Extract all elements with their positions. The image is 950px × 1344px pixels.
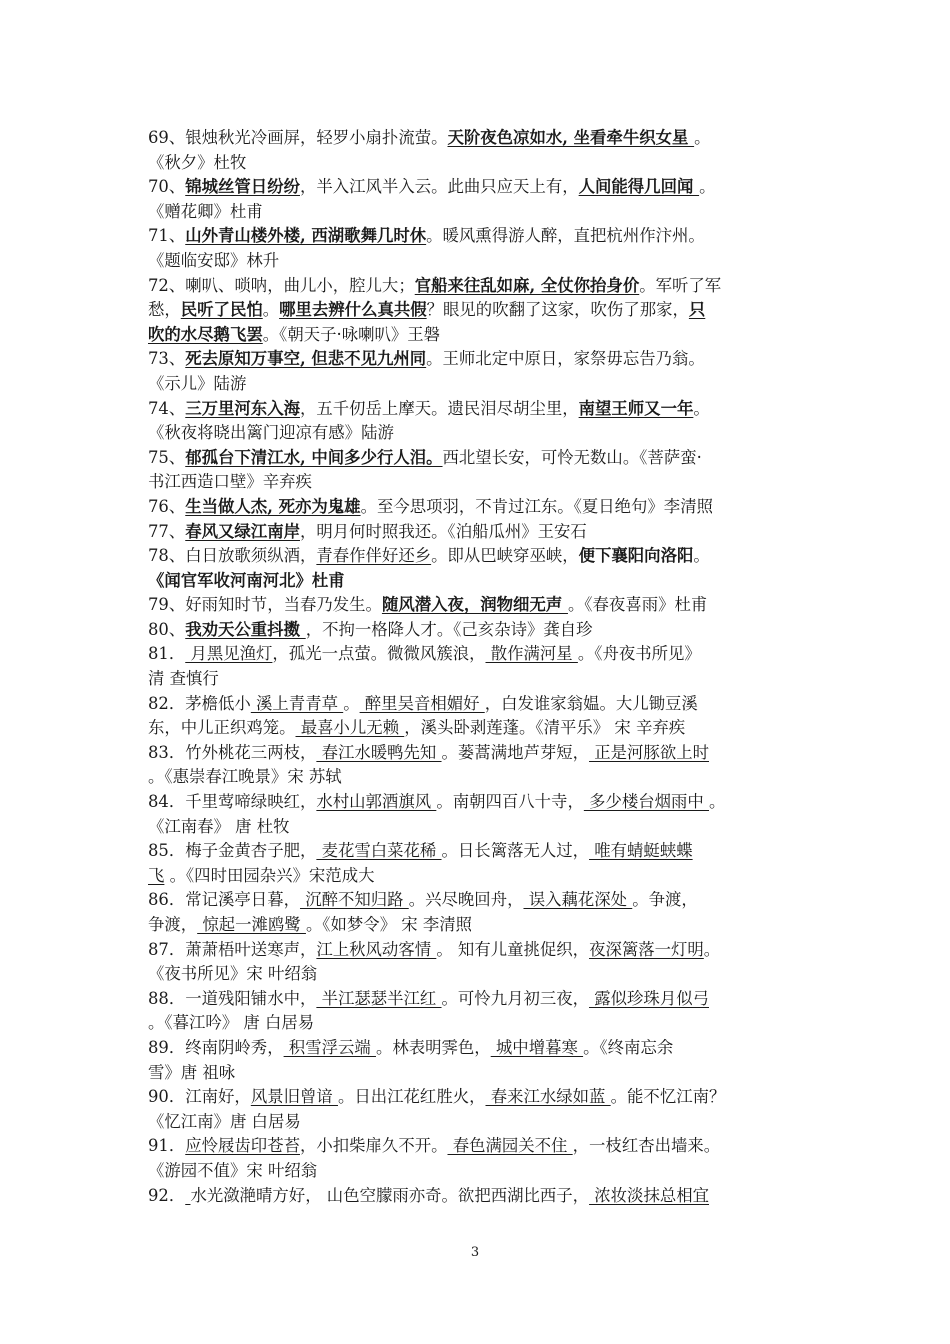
text-segment: 。《朝天子·咏喇叭》王磐 bbox=[262, 324, 441, 344]
text-segment: 。军听了军 bbox=[639, 275, 722, 295]
text-segment: 84．千里莺啼绿映红， bbox=[148, 792, 317, 812]
answer-text: 惊起一滩鸥鹭 bbox=[197, 915, 306, 934]
text-segment: 。 bbox=[262, 300, 280, 320]
text-line bbox=[148, 1134, 820, 1159]
text-segment: 。 bbox=[709, 792, 726, 812]
text-segment: 《题临安邸》林升 bbox=[148, 250, 280, 270]
text-segment: 88．一道残阳铺水中， bbox=[148, 988, 317, 1008]
text-line bbox=[148, 323, 820, 348]
answer-text: 吹的水尽鹅飞罢 bbox=[148, 324, 263, 344]
text-line bbox=[148, 593, 820, 618]
text-segment: 74、 bbox=[148, 398, 186, 418]
text-line bbox=[148, 888, 820, 913]
text-line bbox=[148, 249, 820, 274]
text-line bbox=[148, 1159, 820, 1184]
text-segment: 76、 bbox=[148, 496, 186, 516]
text-segment: 《夜书所见》宋 叶绍翁 bbox=[148, 964, 318, 984]
text-line bbox=[148, 126, 820, 151]
text-line bbox=[148, 397, 820, 422]
text-line bbox=[148, 938, 820, 963]
text-segment: 。《舟夜书所见》 bbox=[577, 644, 701, 664]
answer-text: 山外青山楼外楼, 西湖歌舞几时休 bbox=[185, 226, 427, 246]
text-segment: 《示儿》陆游 bbox=[148, 373, 247, 393]
answer-text: 江上秋风动客情 bbox=[316, 939, 437, 959]
text-segment: 。 bbox=[693, 546, 710, 566]
text-line bbox=[148, 741, 820, 766]
answer-text: 南望王师又一年 bbox=[578, 398, 694, 418]
answer-text: 积雪浮云端 bbox=[283, 1037, 376, 1057]
answer-text: 春风又绿江南岸 bbox=[185, 521, 300, 541]
answer-text: 浓妆淡抹总相宜 bbox=[589, 1185, 710, 1205]
text-segment: 《江南春》 唐 杜牧 bbox=[148, 816, 290, 836]
text-segment: 。 bbox=[699, 177, 716, 197]
answer-text: 溪上青青草 bbox=[250, 693, 344, 713]
text-segment: 。《惠崇春江晚景》宋 苏轼 bbox=[148, 767, 342, 787]
text-line bbox=[148, 372, 820, 397]
text-line bbox=[148, 839, 820, 864]
text-segment: 。王师北定中原日，家祭毋忘告乃翁。 bbox=[426, 349, 705, 369]
text-segment: 92． bbox=[148, 1185, 186, 1205]
text-segment: 86．常记溪亭日暮， bbox=[148, 890, 300, 910]
answer-text: 民听了民怕 bbox=[180, 300, 263, 320]
text-line bbox=[148, 1110, 820, 1135]
text-line bbox=[148, 618, 820, 643]
text-segment: 。争渡， bbox=[632, 890, 698, 910]
text-line bbox=[148, 347, 820, 372]
answer-text: 半江瑟瑟半江红 bbox=[316, 988, 442, 1008]
answer-text: 春色满园关不住 bbox=[447, 1136, 573, 1156]
text-line bbox=[148, 1184, 820, 1209]
text-line bbox=[148, 175, 820, 200]
answer-text: 麦花雪白菜花稀 bbox=[316, 841, 442, 861]
text-line bbox=[148, 1061, 820, 1086]
text-line bbox=[148, 544, 820, 569]
text-segment: 87．萧萧梧叶送寒声， bbox=[148, 939, 317, 959]
text-line bbox=[148, 913, 820, 938]
text-line bbox=[148, 470, 820, 495]
text-segment: 70、 bbox=[148, 177, 186, 197]
answer-text: 多少楼台烟雨中 bbox=[583, 792, 709, 812]
text-segment: 89．终南阴岭秀， bbox=[148, 1037, 284, 1057]
text-segment: ，一枝红杏出墙来。 bbox=[572, 1136, 721, 1156]
text-line bbox=[148, 520, 820, 545]
text-line bbox=[148, 692, 820, 717]
text-segment: 《游园不值》宋 叶绍翁 bbox=[148, 1160, 318, 1180]
text-segment: 东，中儿正织鸡笼。 bbox=[148, 718, 296, 738]
text-segment: 。 bbox=[703, 939, 721, 959]
text-segment: 。南朝四百八十寺， bbox=[436, 792, 584, 812]
text-segment: ，半入江风半入云。此曲只应天上有， bbox=[299, 177, 579, 197]
text-line bbox=[148, 667, 820, 692]
text-line bbox=[148, 1085, 820, 1110]
answer-text: 唯有蜻蜓蛱蝶 bbox=[589, 841, 693, 861]
text-line bbox=[148, 765, 820, 790]
text-line bbox=[148, 642, 820, 667]
page-number: 3 bbox=[470, 1245, 480, 1260]
answer-text: 《闻官军收河南河北》杜甫 bbox=[148, 570, 345, 590]
text-line bbox=[148, 224, 820, 249]
text-segment: ，孤光一点萤。微微风簇浪， bbox=[272, 644, 486, 664]
text-segment: 。 bbox=[694, 128, 711, 147]
answer-text: 天阶夜色凉如水, 坐看牵牛织女星 bbox=[447, 128, 695, 147]
text-segment: 《忆江南》唐 白居易 bbox=[148, 1111, 301, 1131]
answer-text: 官船来往乱如麻, 全仗你抬身价 bbox=[414, 275, 640, 295]
text-segment: 69、银烛秋光冷画屏，轻罗小扇扑流萤。 bbox=[148, 128, 448, 147]
text-segment: 《秋夜将晓出篱门迎凉有感》陆游 bbox=[148, 423, 394, 443]
text-line bbox=[148, 421, 820, 446]
text-segment: ，小扣柴扉久不开。 bbox=[299, 1136, 448, 1156]
text-segment: 雪》唐 祖咏 bbox=[148, 1062, 236, 1082]
text-line bbox=[148, 298, 820, 323]
text-segment: 。《暮江吟》 唐 白居易 bbox=[148, 1013, 315, 1033]
text-line bbox=[148, 716, 820, 741]
text-segment: 。 bbox=[343, 693, 360, 713]
answer-text: 水村山郭酒旗风 bbox=[316, 792, 437, 812]
answer-text: 散作满河星 bbox=[485, 644, 578, 664]
text-segment: 83．竹外桃花三两枝， bbox=[148, 742, 317, 762]
answer-text: 醉里吴音相媚好 bbox=[359, 693, 485, 713]
answer-text: 哪里去辨什么真共假 bbox=[279, 300, 427, 320]
text-segment: 80、 bbox=[148, 619, 186, 639]
text-line bbox=[148, 790, 820, 815]
text-segment: ，溪头卧剥莲蓬。《清平乐》 宋 辛弃疾 bbox=[404, 718, 686, 738]
text-line bbox=[148, 987, 820, 1012]
text-segment: 79、好雨知时节，当春乃发生。 bbox=[148, 595, 382, 615]
text-segment: 73、 bbox=[148, 349, 186, 369]
answer-text: 人间能得几回闻 bbox=[578, 177, 700, 197]
text-segment: 。《春夜喜雨》杜甫 bbox=[567, 595, 708, 615]
answer-text: 随风潜入夜，润物细无声 bbox=[381, 595, 568, 615]
text-segment: ，明月何时照我还。《泊船瓜州》王安石 bbox=[299, 521, 587, 541]
answer-text: 生当做人杰, 死亦为鬼雄 bbox=[185, 496, 361, 516]
answer-text: 春江水暖鸭先知 bbox=[316, 742, 442, 762]
text-segment: 。即从巴峡穿巫峡， bbox=[431, 546, 579, 566]
text-line bbox=[148, 446, 820, 471]
text-segment: 77、 bbox=[148, 521, 186, 541]
text-segment: 72、喇叭、唢呐，曲儿小，腔儿大； bbox=[148, 275, 415, 295]
answer-text: 锦城丝管日纷纷 bbox=[185, 177, 300, 197]
answer-text: 城中增暮寒 bbox=[490, 1037, 584, 1057]
answer-text: 月黑见渔灯 bbox=[185, 644, 273, 664]
answer-text: 应怜屐齿印苍苔 bbox=[185, 1136, 300, 1156]
text-line bbox=[148, 1011, 820, 1036]
answer-text: 最喜小儿无赖 bbox=[295, 718, 405, 738]
text-segment: 。兴尽晚回舟， bbox=[408, 890, 524, 910]
text-line bbox=[148, 815, 820, 840]
text-segment: ，不拘一格降人才。《己亥杂诗》龚自珍 bbox=[305, 619, 593, 639]
text-line bbox=[148, 495, 820, 520]
text-line bbox=[148, 1036, 820, 1061]
document-body bbox=[148, 126, 820, 1208]
answer-text: 只 bbox=[688, 300, 706, 320]
text-line bbox=[148, 864, 820, 889]
answer-text: 郁孤台下清江水, 中间多少行人泪。 bbox=[185, 447, 443, 467]
answer-text: 死去原知万事空, 但悲不见九州同 bbox=[185, 349, 427, 369]
answer-text: 飞 bbox=[148, 865, 165, 885]
answer-text: 露似珍珠月似弓 bbox=[589, 988, 709, 1008]
text-segment: 81． bbox=[148, 644, 186, 664]
answer-text: 便下襄阳向洛阳 bbox=[578, 546, 694, 566]
text-segment: 。 bbox=[693, 398, 710, 418]
text-segment: 82．茅檐低小 bbox=[148, 693, 251, 713]
text-segment: 71、 bbox=[148, 226, 186, 246]
text-line bbox=[148, 274, 820, 299]
answer-text: 青春作伴好还乡 bbox=[316, 546, 432, 566]
text-segment: 。林表明霁色， bbox=[375, 1037, 491, 1057]
text-segment: 。日出江花红胜火， bbox=[337, 1087, 486, 1107]
text-line bbox=[148, 151, 820, 176]
text-segment: ，白发谁家翁媪。大儿锄豆溪 bbox=[484, 693, 698, 713]
text-segment: 。能不忆江南？ bbox=[610, 1087, 726, 1107]
text-segment: 。《终南忘余 bbox=[583, 1037, 674, 1057]
answer-text: 沉醉不知归路 bbox=[299, 890, 409, 910]
text-segment: 争渡， bbox=[148, 915, 198, 934]
text-segment: 《赠花卿》杜甫 bbox=[148, 201, 263, 221]
text-segment: 愁， bbox=[148, 300, 181, 320]
text-line bbox=[148, 200, 820, 225]
text-segment: 。《四时田园杂兴》宋范成大 bbox=[164, 865, 375, 885]
text-segment: 西北望长安，可怜无数山。《菩萨蛮· bbox=[442, 447, 702, 467]
text-segment: 90．江南好， bbox=[148, 1087, 251, 1107]
text-segment: 。至今思项羽，不肯过江东。《夏日绝句》李清照 bbox=[360, 496, 713, 516]
text-segment: ？眼见的吹翻了这家，吹伤了那家， bbox=[426, 300, 689, 320]
text-line bbox=[148, 569, 820, 594]
text-segment: 。暖风熏得游人醉，直把杭州作汴州。 bbox=[426, 226, 705, 246]
answer-text: 正是河豚欲上时 bbox=[589, 742, 709, 762]
answer-text: 三万里河东入海 bbox=[185, 398, 300, 418]
answer-text: 误入藕花深处 bbox=[523, 890, 633, 910]
answer-text: 春来江水绿如蓝 bbox=[485, 1087, 611, 1107]
text-segment: 水光潋滟晴方好， 山色空朦雨亦奇。欲把西湖比西子， bbox=[190, 1185, 590, 1205]
answer-text: 风景旧曾谙 bbox=[250, 1087, 338, 1107]
text-segment: 。 知有儿童挑促织， bbox=[436, 939, 590, 959]
answer-text: 夜深篱落一灯明 bbox=[589, 939, 704, 959]
answer-text: 我劝天公重抖擞 bbox=[185, 619, 306, 639]
text-segment: 书江西造口壁》辛弃疾 bbox=[148, 472, 312, 492]
text-segment: 75、 bbox=[148, 447, 186, 467]
text-segment: 。蒌蒿满地芦芽短， bbox=[441, 742, 590, 762]
text-segment: 91． bbox=[148, 1136, 186, 1156]
text-segment: 。日长篱落无人过， bbox=[441, 841, 590, 861]
text-segment: 清 查慎行 bbox=[148, 669, 219, 689]
text-segment: 78、白日放歌须纵酒， bbox=[148, 546, 317, 566]
text-segment: 《秋夕》杜牧 bbox=[148, 152, 247, 172]
text-segment: 。可怜九月初三夜， bbox=[441, 988, 590, 1008]
text-line bbox=[148, 962, 820, 987]
text-segment: 。《如梦令》 宋 李清照 bbox=[305, 915, 473, 934]
text-segment: 85．梅子金黄杏子肥， bbox=[148, 841, 317, 861]
text-segment: ，五千仞岳上摩天。遗民泪尽胡尘里， bbox=[299, 398, 579, 418]
